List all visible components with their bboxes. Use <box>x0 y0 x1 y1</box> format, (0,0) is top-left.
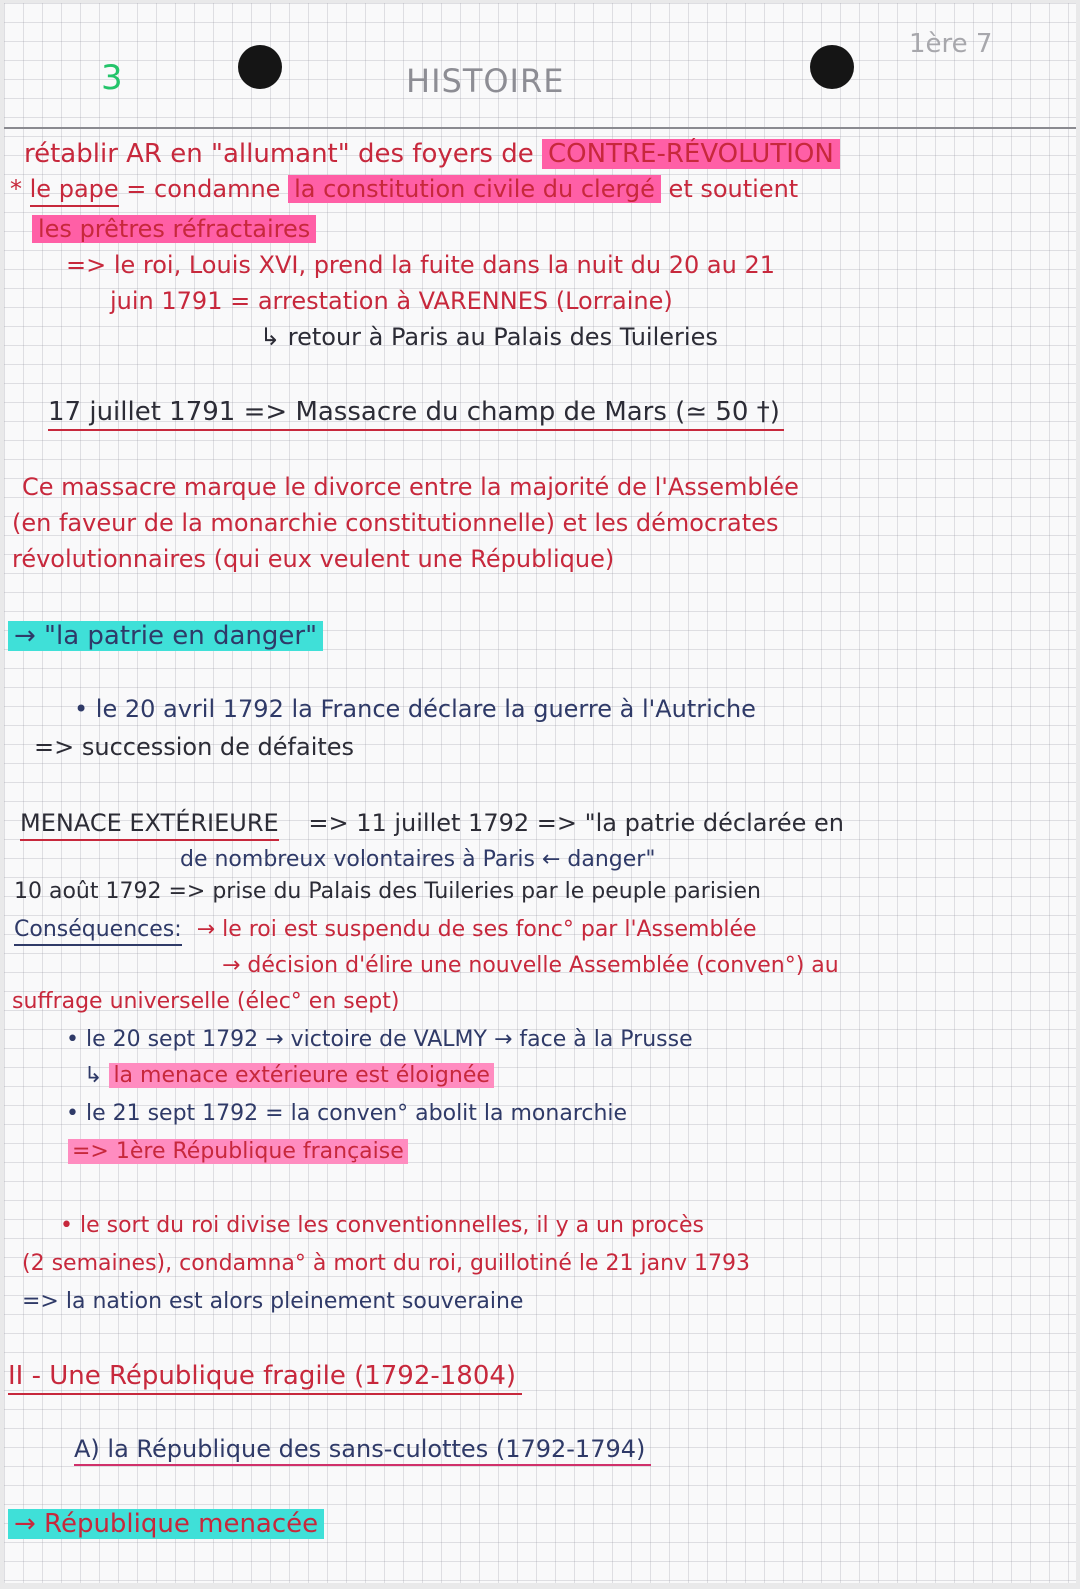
section-title: II - Une République fragile (1792-1804) <box>8 1361 522 1395</box>
note-line-4: => le roi, Louis XVI, prend la fuite dans la nuit du 20 au 21 <box>66 251 775 279</box>
note-text: => 11 juillet 1792 => "la patrie déclarée en <box>308 809 844 837</box>
bullet-star: * <box>10 175 22 203</box>
note-line-16: 10 août 1792 => prise du Palais des Tuileries par le peuple parisien <box>14 879 762 904</box>
highlight-republique-menacee: → République menacée <box>8 1509 324 1539</box>
highlight-contre-revolution: CONTRE-RÉVOLUTION <box>542 139 840 169</box>
note-line-3 <box>32 217 316 241</box>
note-line-26: => la nation est alors pleinement souveraine <box>22 1289 524 1314</box>
section-heading-2 <box>8 1363 522 1389</box>
note-line-15: de nombreux volontaires à Paris ← danger" <box>180 847 656 872</box>
note-line-12: • le 20 avril 1792 la France déclare la guerre à l'Autriche <box>74 695 756 723</box>
note-line-14 <box>20 811 844 835</box>
note-line-10: révolutionnaires (qui eux veulent une République) <box>12 545 615 573</box>
page-number: 3 <box>101 58 123 98</box>
note-line-29 <box>8 1511 324 1537</box>
highlight-menace-eloignee: la menace extérieure est éloignée <box>109 1063 493 1088</box>
note-condamne: = condamne <box>126 175 281 203</box>
highlight-constitution-civile: la constitution civile du clergé <box>288 175 661 203</box>
note-line-1 <box>24 141 840 167</box>
note-line-7 <box>48 399 784 425</box>
note-line-23 <box>68 1141 408 1163</box>
note-line-11 <box>8 623 323 649</box>
note-le-pape: le pape <box>30 175 119 207</box>
note-line-13: => succession de défaites <box>34 733 355 761</box>
note-line-21 <box>84 1065 494 1087</box>
notebook-page <box>4 3 1076 1583</box>
arrow-glyph: ↳ <box>84 1063 103 1088</box>
note-line-8: Ce massacre marque le divorce entre la majorité de l'Assemblée <box>22 473 799 501</box>
subsection-title: A) la République des sans-culottes (1792-1794) <box>74 1435 651 1466</box>
menace-exterieure-label: MENACE EXTÉRIEURE <box>20 809 279 841</box>
note-soutient: et soutient <box>668 175 799 203</box>
binder-hole-left <box>238 45 282 89</box>
note-line-18: → décision d'élire une nouvelle Assemblée (conven°) au <box>222 953 839 978</box>
class-label: 1ère 7 <box>909 29 993 59</box>
note-line-5: juin 1791 = arrestation à VARENNES (Lorraine) <box>110 287 673 315</box>
note-line-19: suffrage universelle (élec° en sept) <box>12 989 400 1014</box>
note-line-2 <box>10 177 798 201</box>
consequences-label: Conséquences: <box>14 917 182 946</box>
note-line-9: (en faveur de la monarchie constitutionnelle) et les démocrates <box>12 509 779 537</box>
note-line-22: • le 21 sept 1792 = la conven° abolit la monarchie <box>66 1101 628 1126</box>
note-line-6: ↳ retour à Paris au Palais des Tuileries <box>260 323 718 351</box>
note-line-24: • le sort du roi divise les conventionnelles, il y a un procès <box>60 1213 705 1238</box>
note-text: rétablir AR en "allumant" des foyers de <box>24 139 534 169</box>
note-line-17 <box>14 919 757 941</box>
highlight-pretres-refractaires: les prêtres réfractaires <box>32 215 316 243</box>
note-line-20: • le 20 sept 1792 → victoire de VALMY → face à la Prusse <box>66 1027 693 1052</box>
highlight-patrie-en-danger: → "la patrie en danger" <box>8 621 323 651</box>
note-line-25: (2 semaines), condamna° à mort du roi, guillotiné le 21 janv 1793 <box>22 1251 751 1276</box>
note-text: → le roi est suspendu de ses fonc° par l'Assemblée <box>196 917 757 942</box>
page-title: HISTOIRE <box>406 62 565 100</box>
subsection-heading-a <box>74 1437 651 1461</box>
massacre-champ-de-mars: 17 juillet 1791 => Massacre du champ de Mars (≃ 50 †) <box>48 397 784 431</box>
highlight-premiere-republique: => 1ère République française <box>68 1139 408 1164</box>
header-rule <box>4 127 1076 129</box>
binder-hole-right <box>810 45 854 89</box>
